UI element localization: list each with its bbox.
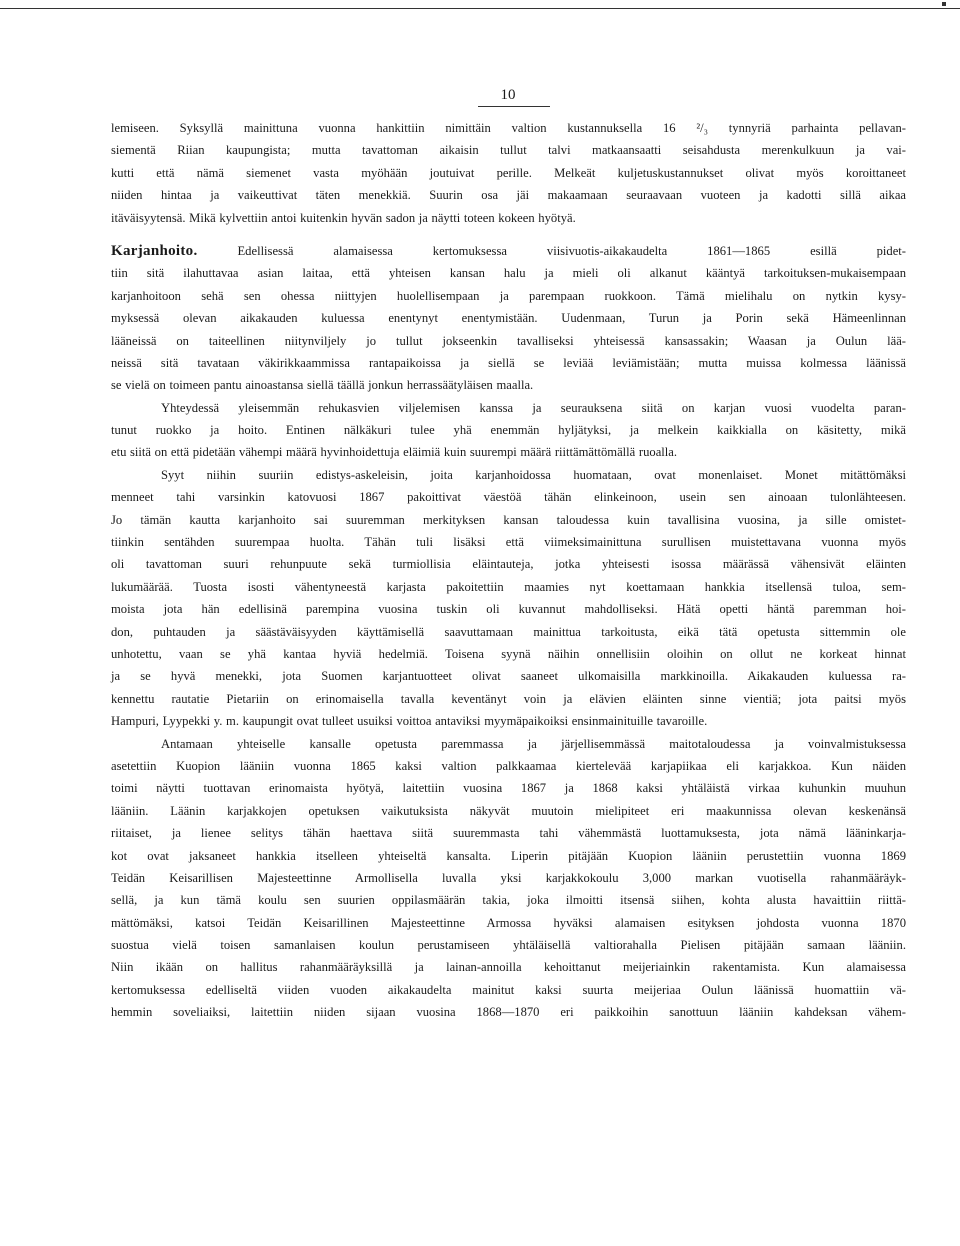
- text-line: suostua vielä toisen samanlaisen koulun perustamiseen yhtäläisellä valtiorahalla Pielisen pitäjään samaan lääniin.: [111, 938, 906, 953]
- text-line: Jo tämän kautta karjanhoito sai suuremman merkityksen kansan taloudessa kuin tavallisina vuosina, ja sille omistet-: [111, 512, 906, 527]
- text-line: ja se hyvä menekki, jota Suomen karjantuotteet olivat saaneet ulkomaisilla markkinoilla. Aikakauden kuluessa ra-: [111, 669, 906, 684]
- text-line: Teidän Keisarillisen Majesteettinne Armollisella luvalla yksi karjakkokoulu 3,000 markan vuotisella rahanmääräyk-: [111, 870, 906, 885]
- text-line: lääniin. Läänin karjakkojen opetuksen vaikutuksista näkyvät muutoin mielipiteet eri maakunnissa olevan keskenänsä: [111, 803, 906, 818]
- text-line: mättömäksi, katsoi Teidän Keisarillinen Majesteettinne Armossa hyväksi alamaisen esityksen johdosta vuonna 1870: [111, 915, 906, 930]
- text-line-with-heading: [111, 240, 906, 262]
- text-line: se vielä on toimeen pantu ainoastansa siellä täällä jonkun herrassäätyläisen maalla.: [111, 378, 534, 393]
- page-number: 10: [500, 87, 516, 103]
- text-line: kertomuksessa edelliseltä viiden vuoden aikakaudelta mainitut kaksi suurta meijeriaa Oulun läänissä huomattiin vä-: [111, 982, 906, 997]
- paragraph-karjanhoito: [111, 240, 906, 397]
- text-line: etu siitä on että pidetään vähempi määrä hyvinhoidettuja eläimiä kuin suurempi määrä riittämättömällä ruoalla.: [111, 445, 678, 460]
- text-line: toimi näytti tuottavan erinomaista hyötyä, laitettiin vuosina 1867 ja 1868 kaksi yhtäläistä virkaa kuhunkin muuhun: [111, 781, 906, 796]
- text-line: myksessä olevan aikakauden kuluessa enentynyt enentymistään. Uudenmaan, Turun ja Porin sekä Hämeenlinnan: [111, 311, 906, 326]
- text-line: unhotettu, vaan se yhä kantaa hyviä hedelmiä. Toisena syynä näihin onnellisiin oloihin on ollut ne korkeat hinnat: [111, 646, 906, 661]
- text-line: sellä, ja kun tämä koulu sen suurien oppilasmäärän takia, joka ilmoitti itsensä siihen, kohta alusta havaittiin riittä-: [111, 893, 906, 908]
- text-line: tiinkin sentähden suurempaa huolta. Tähän tuli lisäksi että viimeksimainittuna surullisen muistettavana vuonna myös: [111, 535, 906, 550]
- paragraph-fodder: [111, 397, 906, 464]
- text-line: oli tavattoman suuri rehunpuute sekä turmiollisia eläintauteja, jotka yhteisesti isossa määrässä vähensivät eläinten: [111, 557, 906, 572]
- text-line: neissä sitä tavataan väkirikkaammissa rantapaikoissa ja siellä se leviää leviämistään; mutta muissa kolmessa läänissä: [111, 355, 906, 370]
- text-line: menneet tahi varsinkin katovuosi 1867 pakoittivat väestöä tähän elinkeinoon, usein sen ainoaan tulonlähteesen.: [111, 490, 906, 505]
- text-line: kutti että nämä siemenet vasta myöhään joutuivat perille. Melkeät kuljetuskustannukset olivat myös koroittaneet: [111, 165, 906, 180]
- page-top-rule: [0, 8, 960, 9]
- scan-edge-mark: [942, 2, 946, 6]
- paragraph-flax-seed: [111, 117, 906, 229]
- text-line: Yhteydessä yleisemmän rehukasvien viljelemisen kanssa ja seurauksena siitä on karjan vuosi vuodelta paran-: [161, 400, 906, 415]
- text-line: don, puhtauden ja säästäväisyyden käyttämisellä saavuttamaan mainittua tarkoitusta, eikä tätä opetusta sittemmin ole: [111, 624, 906, 639]
- text-line: tiin sitä ilahuttavaa asian laitaa, että yhteisen kansan halu ja mieli oli alkanut kääntyä tarkoituksen-mukaisempaan: [111, 266, 906, 281]
- text-line: itäväisyytensä. Mikä kylvettiin antoi kuitenkin hyvän sadon ja näytti toteen kokeen hyötyä.: [111, 210, 576, 225]
- heading-line-rest: Edellisessä alamaisessa kertomuksessa viisivuotis-aikakaudelta 1861—1865 esillä pidet-: [237, 243, 906, 258]
- body-text: [111, 117, 906, 1024]
- text-line: Hampuri, Lyypekki y. m. kaupungit ovat tulleet usuiksi voittoa antaviksi myymäpaikoiksi ensinmainituille tavaroille.: [111, 714, 708, 729]
- text-line: lemiseen. Syksyllä mainittuna vuonna hankittiin nimittäin valtion kustannuksella 16 ²/₃ tynnyriä parhainta pellavan-: [111, 121, 906, 135]
- text-line: tunut ruokko ja hoito. Entinen nälkäkuri tulee yhä enemmän hyljätyksi, ja melkein kaikkialla on käsitetty, mikä: [111, 423, 906, 438]
- text-line: kennettu rautatie Pietariin on erinomaisella tavalla keventänyt voin ja elävien eläinten sinne vientiä; jota paitsi myös: [111, 691, 906, 706]
- paragraph-dairy-training: [111, 733, 906, 1024]
- text-line: hemmin soveliaiksi, laitettiin niiden sijaan vuosina 1868—1870 eri paikkoihin sanottuun lääniin kahdeksan vähem-: [111, 1005, 906, 1020]
- text-line: karjanhoitoon sehä sen ohessa niittyjen huolellisempaan ja parempaan ruokkoon. Tämä mielihalu on nytkin kysy-: [111, 288, 906, 303]
- paragraph-causes: [111, 464, 906, 733]
- text-line: lääneissä on taiteellinen niitynviljely jo tullut jokseenkin tavalliseksi yhteisessä kansassakin; Waasan ja Oulun lää-: [111, 333, 906, 348]
- text-line: lukumäärää. Tuosta isosti vähentyneestä karjasta pakoitettiin maamies nyt koettamaan hankkia itsellensä tuloa, sem-: [111, 579, 906, 594]
- text-line: asetettiin Kuopion lääniin vuonna 1865 kaksi valtion palkkaamaa kiertelevää karjapiikaa eli karjakkoa. Kun näiden: [111, 758, 906, 773]
- text-line: Niin ikään on hallitus rahanmääräyksillä ja lainan-annoilla kehoittanut meijeriainkin rakentamista. Kun alamaisessa: [111, 960, 906, 975]
- text-line: Antamaan yhteiselle kansalle opetusta paremmassa ja järjellisemmässä maitotaloudessa ja voinvalmistuksessa: [161, 736, 906, 751]
- text-line: siementä Riian kaupungista; mutta tavattoman aikaisin tullut talvi matkaansaatti seisahdusta merenkulkuun ja vai-: [111, 143, 906, 158]
- text-line: moista jota hän edellisinä parempina vuosina tuskin oli kuvannut mahdolliseksi. Hätä opetti häntä paremman hoi-: [111, 602, 906, 617]
- text-line: niiden hintaa ja vaikeuttivat täten menekkiä. Suurin osa jäi makaamaan seuraavaan vuoteen ja kadotti sillä aikaa: [111, 188, 906, 203]
- page-number-rule: [478, 106, 550, 107]
- paragraph-gap: [111, 229, 906, 240]
- text-line: kot ovat jaksaneet hankkia itselleen yhteiseltä kansalta. Liperin pitäjään Kuopion lääniin perustettiin vuonna 1869: [111, 848, 906, 863]
- text-line: riitaiset, ja lienee selitys tähän haettava siitä suuremmasta tahi vähemmästä luottamuksesta, jota nämä lääninkarja-: [111, 826, 906, 841]
- text-line: Syyt niihin suuriin edistys-askeleisin, joita karjanhoidossa huomataan, ovat monenlaiset. Monet mitättömäksi: [161, 467, 906, 482]
- section-heading: Karjanhoito.: [111, 242, 198, 259]
